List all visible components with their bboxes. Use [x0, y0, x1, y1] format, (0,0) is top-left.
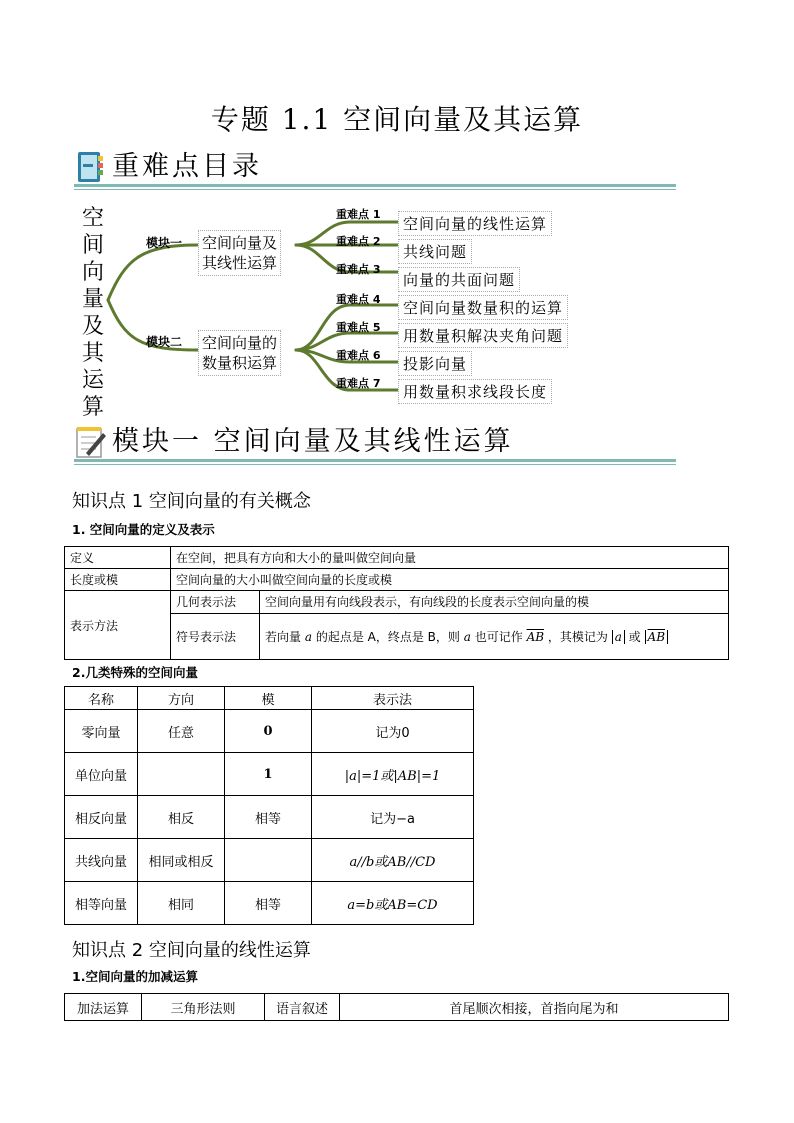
- page-title: 专题 1.1 空间向量及其运算: [210, 103, 584, 136]
- table-cell: 记为0: [312, 710, 474, 753]
- special-vectors-table: [64, 686, 474, 925]
- point-box: 向量的共面问题: [398, 267, 520, 292]
- point-box: 共线问题: [398, 239, 472, 264]
- module-box: [198, 330, 281, 376]
- text-run: 的起点是 A，终点是 B，则: [315, 629, 460, 644]
- table-cell: 几何表示法: [171, 591, 260, 614]
- table-row: [65, 547, 729, 569]
- point-label: 重难点 2: [336, 235, 381, 248]
- module-name-line: 数量积运算: [202, 354, 278, 372]
- kp1-subheading-2: 2.几类特殊的空间向量: [72, 665, 198, 680]
- table-row: [65, 882, 474, 925]
- point-box: 投影向量: [398, 351, 472, 376]
- mindmap-root: 空间向量及其运算: [81, 206, 104, 420]
- point-box: 用数量积解决夹角问题: [398, 323, 568, 348]
- table-cell: 相等: [225, 882, 312, 925]
- module-name-line: 空间向量的: [202, 334, 278, 352]
- table-row: [65, 710, 474, 753]
- column-header: 名称: [65, 687, 138, 710]
- notepad-pencil-icon: [74, 425, 108, 459]
- table-cell: 相反: [138, 796, 225, 839]
- text-run: ，其模记为: [547, 629, 608, 644]
- table-cell: 1: [225, 753, 312, 796]
- table-header-row: [65, 687, 474, 710]
- table-cell: [138, 753, 225, 796]
- kp1-heading: 知识点 1 空间向量的有关概念: [72, 491, 311, 512]
- table-cell: 相等向量: [65, 882, 138, 925]
- column-header: 方向: [138, 687, 225, 710]
- table-cell: 首尾顺次相接，首指向尾为和: [340, 994, 729, 1021]
- table-cell: 相等: [225, 796, 312, 839]
- section-banner-toc: [74, 148, 676, 190]
- table-cell: |a|=1或|AB|=1: [312, 753, 474, 796]
- vector-ab: $\overline{AB}$: [526, 629, 545, 644]
- text-run: 也可记作: [474, 629, 523, 644]
- vector-a: a: [463, 629, 471, 644]
- section-title-module1: 模块一 空间向量及其线性运算: [112, 426, 514, 457]
- table-cell: 任意: [138, 710, 225, 753]
- point-box: 用数量积求线段长度: [398, 379, 552, 404]
- column-header: 表示法: [312, 687, 474, 710]
- text-run: 或: [628, 629, 641, 644]
- vector-a: a: [304, 629, 312, 644]
- table-cell: 在空间，把具有方向和大小的量叫做空间向量: [171, 547, 729, 569]
- definition-table: [64, 546, 729, 660]
- table-cell: [260, 613, 729, 659]
- point-label: 重难点 4: [336, 293, 381, 306]
- addition-table: [64, 993, 729, 1021]
- mind-map: [70, 200, 670, 420]
- module-name-line: 其线性运算: [202, 254, 278, 272]
- table-cell: 三角形法则: [142, 994, 265, 1021]
- table-cell: 加法运算: [65, 994, 142, 1021]
- point-label: 重难点 1: [336, 208, 381, 221]
- table-cell: 单位向量: [65, 753, 138, 796]
- point-label: 重难点 3: [336, 263, 381, 276]
- text-run: 若向量: [265, 629, 302, 644]
- table-cell: 空间向量的大小叫做空间向量的长度或模: [171, 569, 729, 591]
- table-cell: 相反向量: [65, 796, 138, 839]
- table-cell: 记为−a: [312, 796, 474, 839]
- module-name-line: 空间向量及: [202, 234, 278, 252]
- kp2-subheading: 1.空间向量的加减运算: [72, 969, 198, 984]
- table-cell: 相同: [138, 882, 225, 925]
- point-box: 空间向量的线性运算: [398, 211, 552, 236]
- section-banner-module1: [74, 423, 676, 465]
- table-row: [65, 753, 474, 796]
- table-row: [65, 569, 729, 591]
- table-cell: 0: [225, 710, 312, 753]
- point-label: 重难点 6: [336, 349, 381, 362]
- modulus-ab: $\overline{AB}$: [645, 630, 668, 644]
- table-cell: a=b或AB=CD: [312, 882, 474, 925]
- kp2-heading: 知识点 2 空间向量的线性运算: [72, 940, 311, 961]
- table-cell: [225, 839, 312, 882]
- table-row: [65, 796, 474, 839]
- table-cell: 共线向量: [65, 839, 138, 882]
- table-row: [65, 994, 729, 1021]
- table-cell: 定义: [65, 547, 171, 569]
- table-cell: 符号表示法: [171, 613, 260, 659]
- table-row: [65, 591, 729, 614]
- table-row: [65, 839, 474, 882]
- modulus-a: a: [612, 630, 625, 644]
- kp1-subheading: 1. 空间向量的定义及表示: [72, 522, 215, 537]
- column-header: 模: [225, 687, 312, 710]
- point-label: 重难点 5: [336, 321, 381, 334]
- point-box: 空间向量数量积的运算: [398, 295, 568, 320]
- table-cell: 长度或模: [65, 569, 171, 591]
- module-label: 模块一: [146, 236, 183, 250]
- module-box: [198, 230, 281, 276]
- section-title-toc: 重难点目录: [112, 151, 262, 182]
- point-label: 重难点 7: [336, 377, 381, 390]
- table-cell: a//b或AB//CD: [312, 839, 474, 882]
- table-cell: 表示方法: [65, 591, 171, 660]
- table-cell: 语言叙述: [265, 994, 340, 1021]
- module-label: 模块二: [146, 335, 183, 349]
- table-cell: 空间向量用有向线段表示，有向线段的长度表示空间向量的模: [260, 591, 729, 614]
- notebook-icon: [74, 150, 108, 184]
- table-cell: 相同或相反: [138, 839, 225, 882]
- table-cell: 零向量: [65, 710, 138, 753]
